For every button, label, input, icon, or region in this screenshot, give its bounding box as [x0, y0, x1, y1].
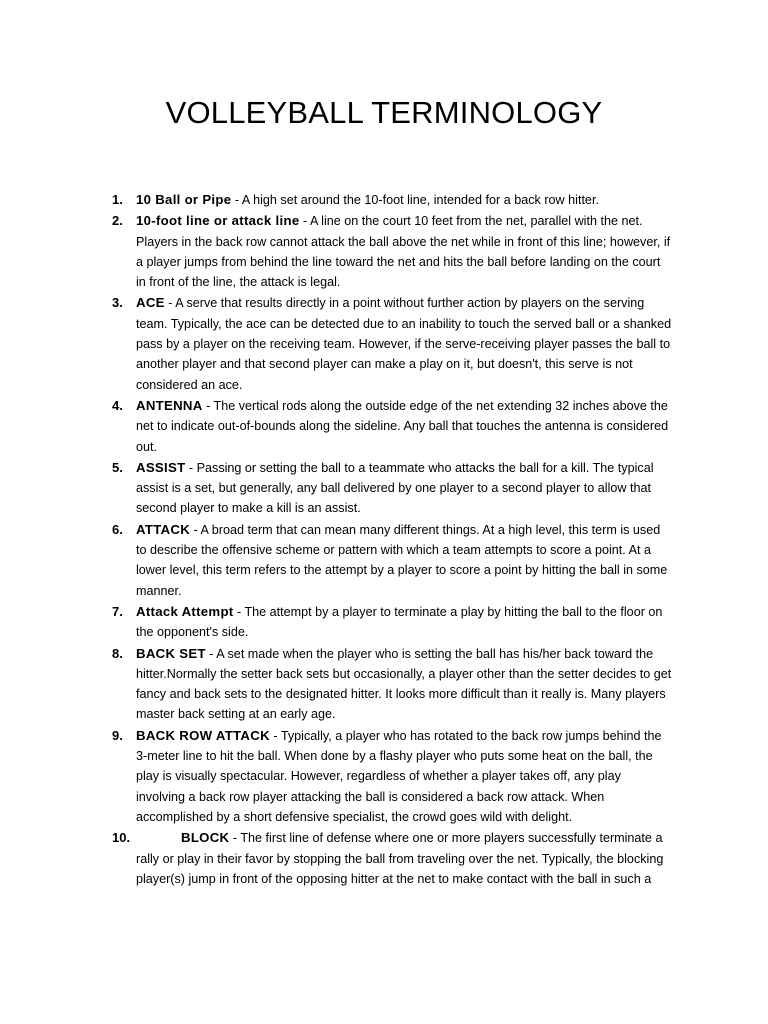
term-name: 10-foot line or attack line	[136, 213, 300, 229]
term-item	[112, 644, 672, 725]
term-item	[112, 458, 672, 519]
term-name: ANTENNA	[136, 397, 203, 413]
term-number: 9.	[112, 727, 123, 743]
term-definition: - Passing or setting the ball to a teammate who attacks the ball for a kill. The typical assist is a set, but generally, any ball delivered by one player to a second player to allow that second player to make a kill is an assist.	[136, 460, 654, 516]
term-name: BLOCK	[181, 830, 230, 846]
term-definition: - A line on the court 10 feet from the net, parallel with the net. Players in the back row cannot attack the ball above the net while in front of this line; however, if a player jumps from behind the line toward the net and hits the ball before landing on the court in front of the line, the attack is legal.	[136, 214, 671, 290]
term-item	[112, 726, 672, 827]
term-name: BACK ROW ATTACK	[136, 727, 270, 743]
term-number: 2.	[112, 213, 123, 229]
term-definition: - A broad term that can mean many different things. At a high level, this term is used to describe the offensive scheme or pattern with which a team attempts to score a point. At a lower level, this term refers to the attempt by a player to score a point by hitting the ball in some manner.	[136, 522, 668, 598]
terminology-list	[112, 190, 672, 890]
term-name: ATTACK	[136, 521, 191, 537]
term-definition: - A set made when the player who is setting the ball has his/her back toward the hitter.Normally the setter back sets but occasionally, a player other than the setter decides to get fancy and back sets to the designated hitter. It looks more difficult than it really is. Many players master back setting at an early age.	[136, 646, 672, 722]
term-name: ASSIST	[136, 459, 186, 475]
term-definition: - The attempt by a player to terminate a play by hitting the ball to the floor on the opponent's side.	[136, 604, 663, 640]
term-number: 3.	[112, 295, 123, 311]
term-definition: - A high set around the 10-foot line, intended for a back row hitter.	[231, 193, 599, 207]
term-definition: - Typically, a player who has rotated to the back row jumps behind the 3-meter line to hit the ball. When done by a flashy player who puts some heat on the ball, the play is visually spectacular. However, regardless of whether a player takes off, any play involving a back row player attacking the ball is considered a back row attack. When accomplished by a short defensive specialist, the crowd goes wild with delight.	[136, 728, 662, 824]
term-definition: - The vertical rods along the outside edge of the net extending 32 inches above the net to indicate out-of-bounds along the sideline. Any ball that touches the antenna is considered out.	[136, 398, 669, 454]
term-name: BACK SET	[136, 645, 206, 661]
term-item	[112, 190, 672, 210]
term-item	[112, 602, 672, 643]
term-number: 8.	[112, 645, 123, 661]
term-name: Attack Attempt	[136, 603, 234, 619]
term-number: 6.	[112, 521, 123, 537]
term-definition: - The first line of defense where one or more players successfully terminate a rally or play in their favor by stopping the ball from traveling over the net. Typically, the blocking player(s) jump in front of the opposing hitter at the net to make contact with the ball in such a	[136, 831, 664, 886]
term-item	[112, 396, 672, 457]
term-item	[112, 520, 672, 601]
term-number: 10.	[112, 830, 131, 846]
term-number: 7.	[112, 603, 123, 619]
term-name: 10 Ball or Pipe	[136, 192, 232, 207]
term-name: ACE	[136, 295, 165, 311]
term-item	[112, 828, 672, 889]
term-number: 4.	[112, 397, 123, 413]
term-number: 1.	[112, 192, 123, 207]
term-item	[112, 293, 672, 394]
term-number: 5.	[112, 459, 123, 475]
document-title: VOLLEYBALL TERMINOLOGY	[165, 95, 603, 130]
term-item	[112, 211, 672, 292]
term-definition: - A serve that results directly in a point without further action by players on the serving team. Typically, the ace can be detected due to an inability to touch the served ball or a shanked pass by a player on the receiving team. However, if the serve-receiving player passes the ball to another player and that second player can make a play on it, but doesn't, this serve is not considered an ace.	[136, 296, 672, 392]
